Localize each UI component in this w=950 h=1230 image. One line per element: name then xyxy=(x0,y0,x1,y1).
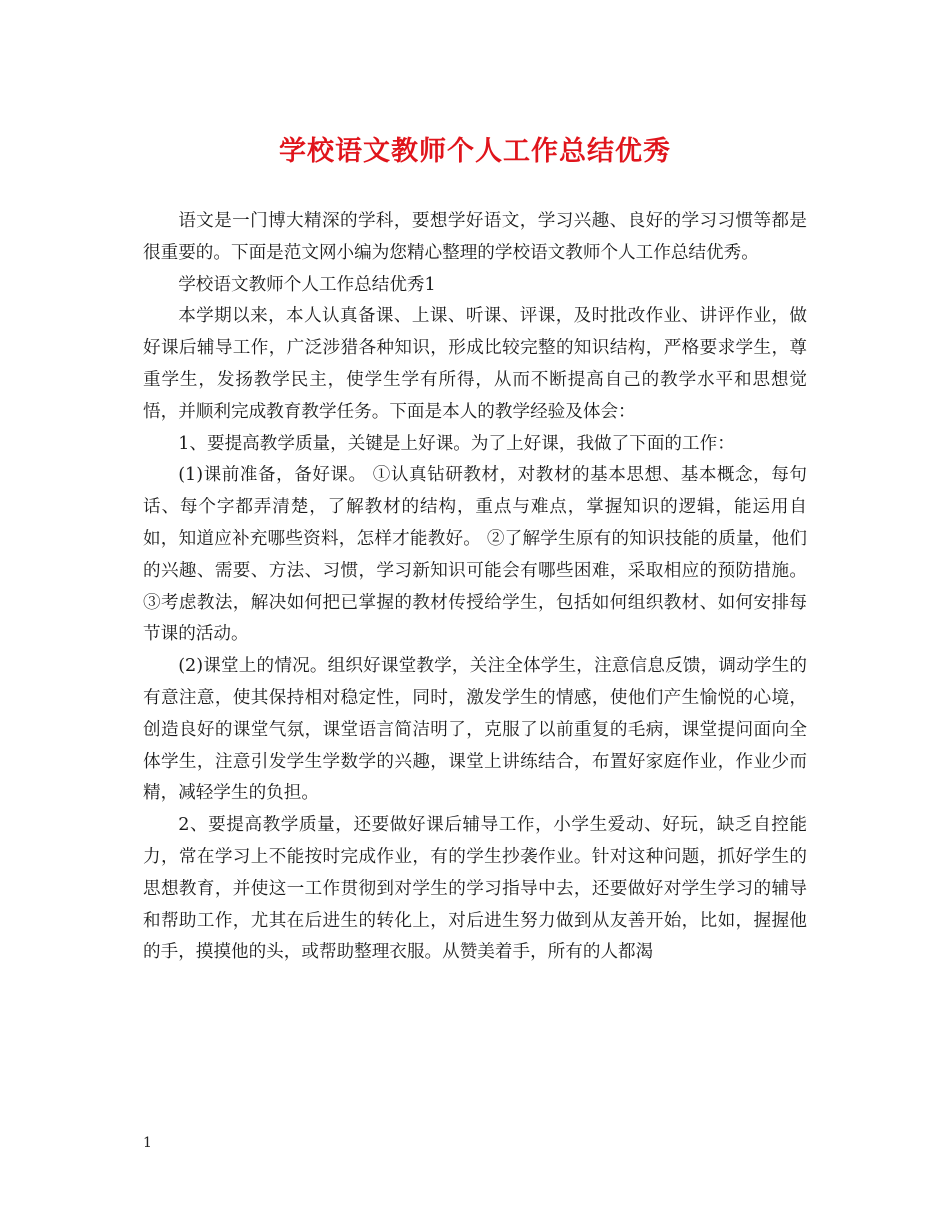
paragraph-point-1-1: (1)课前准备，备好课。 ①认真钻研教材，对教材的基本思想、基本概念，每句话、每个字都弄清楚，了解教材的结构，重点与难点，掌握知识的逻辑，能运用自如，知道应补充哪些资料，怎样才能教好。 ②了解学生原有的知识技能的质量，他们的兴趣、需要、方法、习惯，学习新知识可能会有哪些困难，采取相应的预防措施。 ③考虑教法，解决如何把已掌握的教材传授给学生，包括如何组织教材、如何安排每节课的活动。 xyxy=(143,465,807,645)
paragraph-point-2: 2、要提高教学质量，还要做好课后辅导工作，小学生爱动、好玩，缺乏自控能力，常在学习上不能按时完成作业，有的学生抄袭作业。针对这种问题，抓好学生的思想教育，并使这一工作贯彻到对学生的学习指导中去，还要做好对学生学习的辅导和帮助工作，尤其在后进生的转化上，对后进生努力做到从友善开始，比如，握握他的手，摸摸他的头，或帮助整理衣服。从赞美着手，所有的人都渴 xyxy=(143,815,807,963)
paragraph-overview: 本学期以来，本人认真备课、上课、听课、评课，及时批改作业、讲评作业，做好课后辅导工作，广泛涉猎各种知识，形成比较完整的知识结构，严格要求学生，尊重学生，发扬教学民主，使学生学有所得，从而不断提高自己的教学水平和思想觉悟，并顺利完成教育教学任务。下面是本人的教学经验及体会： xyxy=(143,306,807,422)
paragraph-point-1: 1、要提高教学质量，关键是上好课。为了上好课，我做了下面的工作： xyxy=(178,433,735,454)
document-title: 学校语文教师个人工作总结优秀 xyxy=(279,136,671,167)
paragraph-intro: 语文是一门博大精深的学科，要想学好语文，学习兴趣、良好的学习习惯等都是很重要的。下面是范文网小编为您精心整理的学校语文教师个人工作总结优秀。 xyxy=(143,211,807,263)
page-number: 1 xyxy=(143,1135,152,1151)
paragraph-point-1-2: (2)课堂上的情况。组织好课堂教学，关注全体学生，注意信息反馈，调动学生的有意注意，使其保持相对稳定性，同时，激发学生的情感，使他们产生愉悦的心境，创造良好的课堂气氛，课堂语言简洁明了，克服了以前重复的毛病，课堂提问面向全体学生，注意引发学生学数学的兴趣，课堂上讲练结合，布置好家庭作业，作业少而精，减轻学生的负担。 xyxy=(143,656,807,804)
paragraph-section-heading: 学校语文教师个人工作总结优秀1 xyxy=(178,274,436,295)
document-body xyxy=(143,206,807,969)
